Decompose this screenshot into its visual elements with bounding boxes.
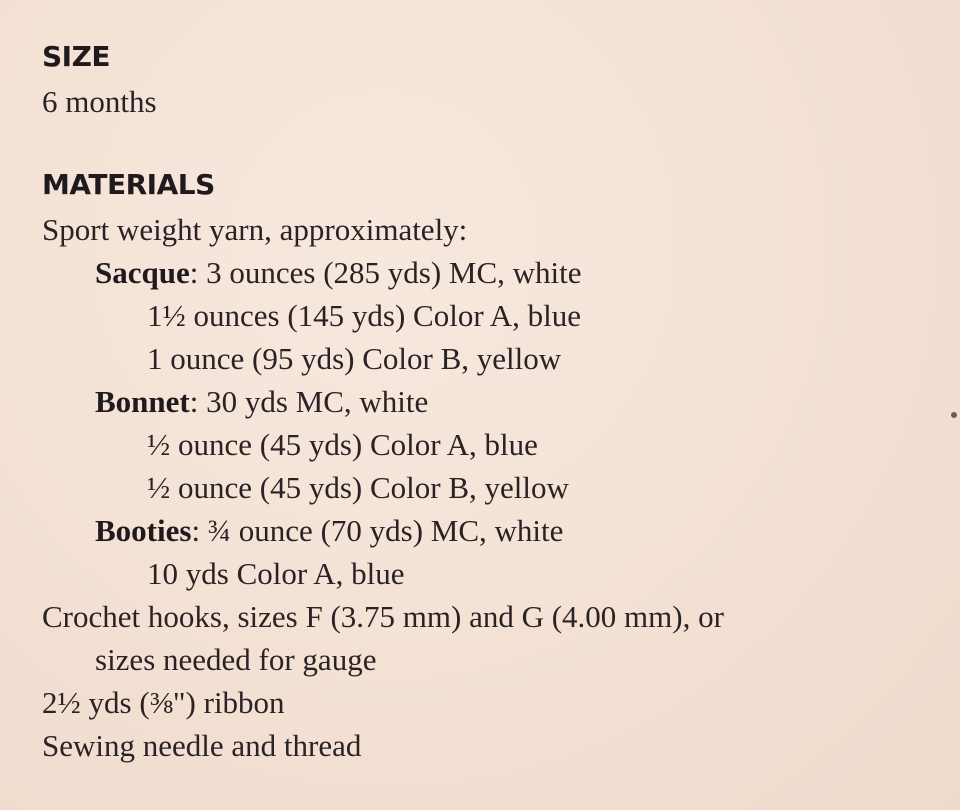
bonnet-main-yarn: : 30 yds MC, white bbox=[189, 384, 429, 419]
booties-main-yarn: : ¾ ounce (70 yds) MC, white bbox=[191, 513, 564, 548]
scan-speck-mark bbox=[951, 412, 957, 418]
bonnet-line-2: ½ ounce (45 yds) Color A, blue bbox=[147, 427, 538, 462]
ribbon-line: 2½ yds (⅜") ribbon bbox=[42, 685, 285, 720]
hooks-line-2: sizes needed for gauge bbox=[95, 642, 377, 677]
yarn-intro: Sport weight yarn, approximately: bbox=[42, 212, 468, 247]
sacque-main-yarn: : 3 ounces (285 yds) MC, white bbox=[189, 255, 582, 290]
booties-line-1 bbox=[95, 515, 563, 546]
sacque-line-1 bbox=[95, 257, 582, 288]
booties-label: Booties bbox=[95, 513, 192, 548]
sacque-label: Sacque bbox=[95, 255, 190, 290]
bonnet-line-1 bbox=[95, 386, 428, 417]
materials-heading: MATERIALS bbox=[42, 168, 215, 201]
booties-line-2: 10 yds Color A, blue bbox=[147, 556, 405, 591]
bonnet-line-3: ½ ounce (45 yds) Color B, yellow bbox=[147, 470, 569, 505]
size-heading: SIZE bbox=[42, 40, 111, 73]
sewing-line: Sewing needle and thread bbox=[42, 728, 362, 763]
size-value: 6 months bbox=[42, 84, 157, 119]
bonnet-label: Bonnet bbox=[95, 384, 190, 419]
hooks-line-1: Crochet hooks, sizes F (3.75 mm) and G (4.00 mm), or bbox=[42, 599, 724, 634]
sacque-line-2: 1½ ounces (145 yds) Color A, blue bbox=[147, 298, 581, 333]
sacque-line-3: 1 ounce (95 yds) Color B, yellow bbox=[147, 341, 562, 376]
